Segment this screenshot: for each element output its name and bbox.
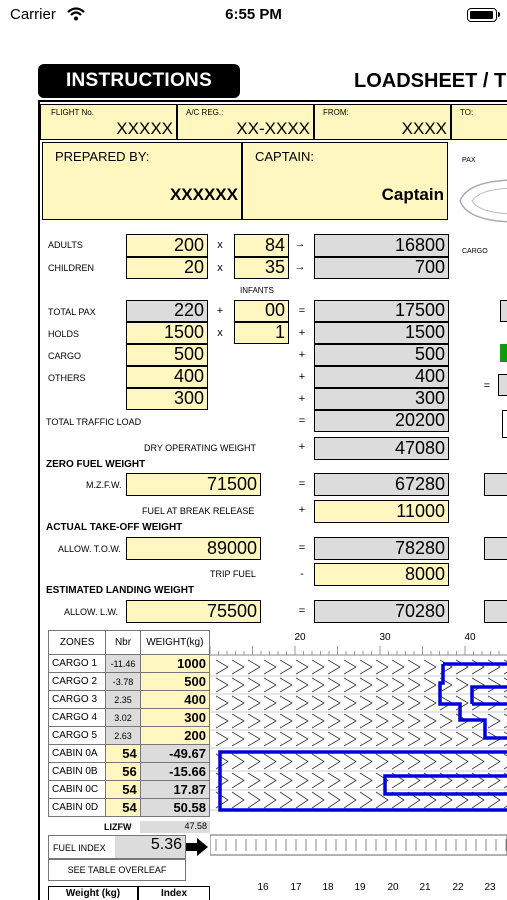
zone-label: CARGO 4 xyxy=(49,709,106,727)
others-total xyxy=(314,366,449,388)
total-pax-value: 220 xyxy=(173,300,204,320)
scale-bottom-label: 19 xyxy=(354,882,366,893)
zone-nbr[interactable]: 54 xyxy=(106,745,140,763)
lizfw-label: LIZFW xyxy=(104,822,132,832)
children-input[interactable] xyxy=(126,257,208,279)
weight-header: WEIGHT(kg) xyxy=(140,631,209,655)
equals-sign: = xyxy=(298,305,306,317)
others-label: OTHERS xyxy=(48,373,86,383)
adult-weight-input[interactable] xyxy=(234,234,289,257)
aircraft-nose-icon xyxy=(458,174,507,228)
infants-value: 00 xyxy=(264,300,285,320)
total-traffic-value: 20200 xyxy=(394,410,445,430)
from-label: FROM: xyxy=(323,108,349,117)
allow-lw-label: ALLOW. L.W. xyxy=(64,607,119,617)
carrier-label: Carrier xyxy=(10,6,56,23)
adults-total-value: 16800 xyxy=(394,235,445,255)
equals-sign: = xyxy=(298,415,306,427)
tow xyxy=(314,537,449,560)
scale-bottom-label: 22 xyxy=(452,882,464,893)
clock: 6:55 PM xyxy=(225,6,282,23)
trip-fuel-input[interactable] xyxy=(314,563,449,586)
extra-input[interactable] xyxy=(126,388,208,410)
times-sign: x xyxy=(217,239,223,251)
scale-top-label: 30 xyxy=(379,632,391,643)
balance-chart xyxy=(210,630,507,900)
plus-sign: + xyxy=(298,504,306,516)
holds-value: 1500 xyxy=(163,322,204,342)
dow-label: DRY OPERATING WEIGHT xyxy=(144,443,257,453)
minus-sign: - xyxy=(300,568,304,580)
equals-sign: = xyxy=(298,478,306,490)
from-field[interactable] xyxy=(314,104,451,140)
zone-index-value: -15.66 xyxy=(140,763,209,781)
arrow-right-icon xyxy=(186,838,210,856)
to-field[interactable] xyxy=(451,104,507,140)
adults-label: ADULTS xyxy=(48,240,83,250)
fuel-index-value: 5.36 xyxy=(115,836,185,858)
scale-bottom-label: 16 xyxy=(257,882,269,893)
zone-index: 3.02 xyxy=(106,709,140,727)
holds-label: HOLDS xyxy=(48,329,80,339)
children-total xyxy=(314,257,449,279)
captain-label: CAPTAIN: xyxy=(255,149,314,164)
adults-value: 200 xyxy=(173,235,204,255)
equals-sign: = xyxy=(483,380,491,392)
zone-label: CABIN 0A xyxy=(49,745,106,763)
scale-bottom-label: 17 xyxy=(290,882,302,893)
scale-bottom-label: 23 xyxy=(484,882,496,893)
side-box xyxy=(498,374,507,396)
ac-reg-label: A/C REG.: xyxy=(186,108,224,117)
captain-value: Captain xyxy=(381,185,444,204)
dow xyxy=(314,437,449,460)
adults-total xyxy=(314,234,449,257)
scale-bottom-label: 20 xyxy=(387,882,399,893)
tow-value: 78280 xyxy=(394,538,445,558)
dow-value: 47080 xyxy=(394,438,445,458)
cargo-value: 500 xyxy=(173,344,204,364)
infants-label: INFANTS xyxy=(240,286,274,295)
mzfw-value: 71500 xyxy=(206,474,257,494)
total-pax-label: TOTAL PAX xyxy=(48,307,96,317)
zone-index: -11.46 xyxy=(106,655,140,673)
allow-tow-label: ALLOW. T.O.W. xyxy=(58,544,121,554)
holds-total-value: 1500 xyxy=(404,322,445,342)
zone-label: CABIN 0C xyxy=(49,781,106,799)
total-pax xyxy=(126,300,208,322)
battery-icon xyxy=(467,8,497,22)
children-label: CHILDREN xyxy=(48,263,95,273)
side-box xyxy=(484,473,507,496)
scale-bottom-label: 18 xyxy=(322,882,334,893)
trip-fuel-label: TRIP FUEL xyxy=(210,569,256,579)
child-weight-value: 35 xyxy=(264,257,285,277)
flight-no-field[interactable] xyxy=(40,104,177,140)
allow-tow-value: 89000 xyxy=(206,538,257,558)
zones-table xyxy=(48,630,210,817)
fuel-value: 11000 xyxy=(396,501,445,521)
lw-section-label: ESTIMATED LANDING WEIGHT xyxy=(46,585,195,596)
adult-weight-value: 84 xyxy=(264,235,285,255)
total-pax-weight-value: 17500 xyxy=(394,300,445,320)
scale-top-label: 20 xyxy=(294,632,306,643)
plus-sign: + xyxy=(298,393,306,405)
total-pax-weight xyxy=(314,300,449,322)
zone-index: -3.78 xyxy=(106,673,140,691)
zone-label: CABIN 0B xyxy=(49,763,106,781)
scale-bottom-label: 21 xyxy=(419,882,431,893)
side-box xyxy=(502,410,507,438)
page-title: LOADSHEET / T xyxy=(354,70,507,92)
zone-label: CARGO 3 xyxy=(49,691,106,709)
arrow-icon: → xyxy=(294,238,306,250)
cargo-small-label: CARGO xyxy=(462,248,488,255)
allow-lw-value: 75500 xyxy=(206,601,257,621)
fuel-index-label: FUEL INDEX xyxy=(53,843,106,853)
lw xyxy=(314,600,449,623)
cargo-total xyxy=(314,344,449,366)
ac-reg-value: XX-XXXX xyxy=(236,119,310,138)
weight-kg-header: Weight (kg) xyxy=(48,886,138,900)
children-value: 20 xyxy=(183,257,204,277)
tow-section-label: ACTUAL TAKE-OFF WEIGHT xyxy=(46,522,183,533)
children-total-value: 700 xyxy=(414,257,445,277)
zone-nbr[interactable]: 54 xyxy=(106,799,140,817)
extra-value: 300 xyxy=(173,388,204,408)
side-box xyxy=(484,600,507,623)
zone-label: CARGO 2 xyxy=(49,673,106,691)
prepared-by-label: PREPARED BY: xyxy=(55,149,150,164)
cargo-total-value: 500 xyxy=(414,344,445,364)
arrow-icon: → xyxy=(294,261,306,273)
trip-fuel-value: 8000 xyxy=(404,564,445,584)
fuel-input[interactable] xyxy=(314,500,449,523)
others-input[interactable] xyxy=(126,366,208,388)
plus-sign: + xyxy=(298,371,306,383)
plus-sign: + xyxy=(298,349,306,361)
adults-input[interactable] xyxy=(126,234,208,257)
equals-sign: = xyxy=(298,542,306,554)
times-sign: x xyxy=(217,327,223,339)
zone-weight[interactable]: 1000 xyxy=(140,655,209,673)
instructions-button[interactable]: INSTRUCTIONS xyxy=(38,64,240,98)
zone-index: 2.63 xyxy=(106,727,140,745)
plus-sign: + xyxy=(298,441,306,453)
zfw-section-label: ZERO FUEL WEIGHT xyxy=(46,459,146,470)
infants-input[interactable] xyxy=(234,300,289,322)
holds-input[interactable] xyxy=(126,322,208,344)
holds-total xyxy=(314,322,449,344)
mzfw-label: M.Z.F.W. xyxy=(86,480,122,490)
from-value: XXXX xyxy=(401,119,447,138)
times-sign: x xyxy=(217,262,223,274)
scale-top-label: 40 xyxy=(464,632,476,643)
zone-index: 2.35 xyxy=(106,691,140,709)
others-total-value: 400 xyxy=(414,366,445,386)
see-table-button[interactable]: SEE TABLE OVERLEAF xyxy=(48,859,186,881)
flight-no-label: FLIGHT No. xyxy=(51,108,94,117)
zfw-value: 67280 xyxy=(394,474,445,494)
lizfw-value: 47.58 xyxy=(140,821,210,833)
zone-index-value: 17.87 xyxy=(140,781,209,799)
child-weight-input[interactable] xyxy=(234,257,289,279)
zfw xyxy=(314,473,449,496)
to-label: TO: xyxy=(460,108,474,117)
side-box xyxy=(500,300,507,322)
cargo-input[interactable] xyxy=(126,344,208,366)
fuel-index-box xyxy=(48,835,186,859)
flight-no-value: XXXXX xyxy=(116,119,173,138)
side-box xyxy=(484,537,507,560)
total-traffic-label: TOTAL TRAFFIC LOAD xyxy=(46,417,142,427)
captain-field[interactable] xyxy=(242,142,448,220)
zone-label: CABIN 0D xyxy=(49,799,106,817)
pax-label: PAX xyxy=(462,157,476,164)
status-indicator xyxy=(500,344,507,362)
others-value: 400 xyxy=(173,366,204,386)
cargo-label: CARGO xyxy=(48,351,82,361)
status-bar xyxy=(0,0,507,30)
zone-label: CARGO 1 xyxy=(49,655,106,673)
zone-weight[interactable]: 300 xyxy=(140,709,209,727)
prepared-by-value: XXXXXX xyxy=(169,185,238,204)
plus-sign: + xyxy=(298,327,306,339)
holds-factor-input[interactable] xyxy=(234,322,289,344)
zone-index-value: 50.58 xyxy=(140,799,209,817)
allow-tow-input[interactable] xyxy=(126,537,261,560)
zone-weight[interactable]: 500 xyxy=(140,673,209,691)
allow-lw-input[interactable] xyxy=(126,600,261,623)
mzfw-input[interactable] xyxy=(126,473,261,496)
nbr-header: Nbr xyxy=(106,631,140,655)
zone-weight[interactable]: 200 xyxy=(140,727,209,745)
total-traffic xyxy=(314,410,449,432)
holds-factor-value: 1 xyxy=(274,322,285,342)
equals-sign: = xyxy=(298,605,306,617)
zones-header: ZONES xyxy=(49,631,106,655)
extra-total xyxy=(314,388,449,410)
plus-sign: + xyxy=(216,305,224,317)
zone-label: CARGO 5 xyxy=(49,727,106,745)
zone-nbr[interactable]: 56 xyxy=(106,763,140,781)
index-header: Index xyxy=(138,886,210,900)
fuel-label: FUEL AT BREAK RELEASE xyxy=(142,506,255,516)
lw-value: 70280 xyxy=(394,601,445,621)
extra-total-value: 300 xyxy=(414,388,445,408)
prepared-by-field[interactable] xyxy=(42,142,242,220)
zone-index-value: -49.67 xyxy=(140,745,209,763)
ac-reg-field[interactable] xyxy=(177,104,314,140)
zone-nbr[interactable]: 54 xyxy=(106,781,140,799)
zone-weight[interactable]: 400 xyxy=(140,691,209,709)
